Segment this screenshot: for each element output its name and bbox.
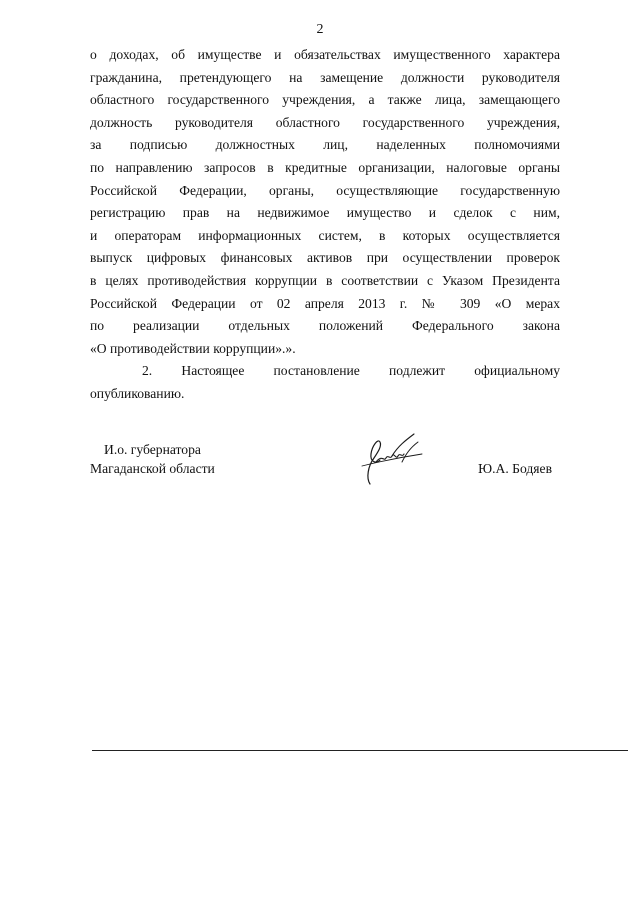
body-line-2: гражданина, претендующего на замещение должности руководителя — [90, 69, 560, 85]
position-title: И.о. губернатора — [104, 442, 201, 457]
signatory-name: Ю.А. Бодяев — [478, 461, 552, 476]
body-line-12: Российской Федерации от 02 апреля 2013 г. № 309 «О мерах — [90, 295, 560, 311]
signatory-position — [90, 440, 215, 478]
body-line-7: Российской Федерации, органы, осуществляющие государственную — [90, 182, 560, 198]
body-line-8: регистрацию прав на недвижимое имущество и сделок с ним, — [90, 205, 560, 221]
body-line-14: «О противодействии коррупции».». — [90, 340, 296, 356]
paragraph-2-line-2: опубликованию. — [90, 385, 185, 401]
body-line-11: в целях противодействия коррупции в соответствии с Указом Президента — [90, 272, 560, 288]
footer-divider — [92, 750, 628, 751]
page-number: 2 — [316, 22, 324, 37]
paragraph-2-line-1: 2. Настоящее постановление подлежит официальному — [142, 363, 560, 379]
body-line-3: областного государственного учреждения, а также лица, замещающего — [90, 92, 560, 108]
body-line-9: и операторам информационных систем, в которых осуществляется — [90, 227, 560, 243]
body-line-1: о доходах, об имуществе и обязательствах имущественного характера — [90, 47, 560, 62]
signature-block — [90, 440, 560, 500]
body-line-6: по направлению запросов в кредитные организации, налоговые органы — [90, 159, 560, 175]
body-line-5: за подписью должностных лиц, наделенных полномочиями — [90, 137, 560, 153]
body-line-4: должность руководителя областного государственного учреждения, — [90, 114, 560, 130]
handwritten-signature-icon — [352, 432, 430, 488]
body-line-10: выпуск цифровых финансовых активов при осуществлении проверок — [90, 250, 560, 266]
body-line-13: по реализации отдельных положений Федерального закона — [90, 318, 560, 334]
position-region: Магаданской области — [90, 461, 215, 476]
document-body — [90, 44, 560, 406]
